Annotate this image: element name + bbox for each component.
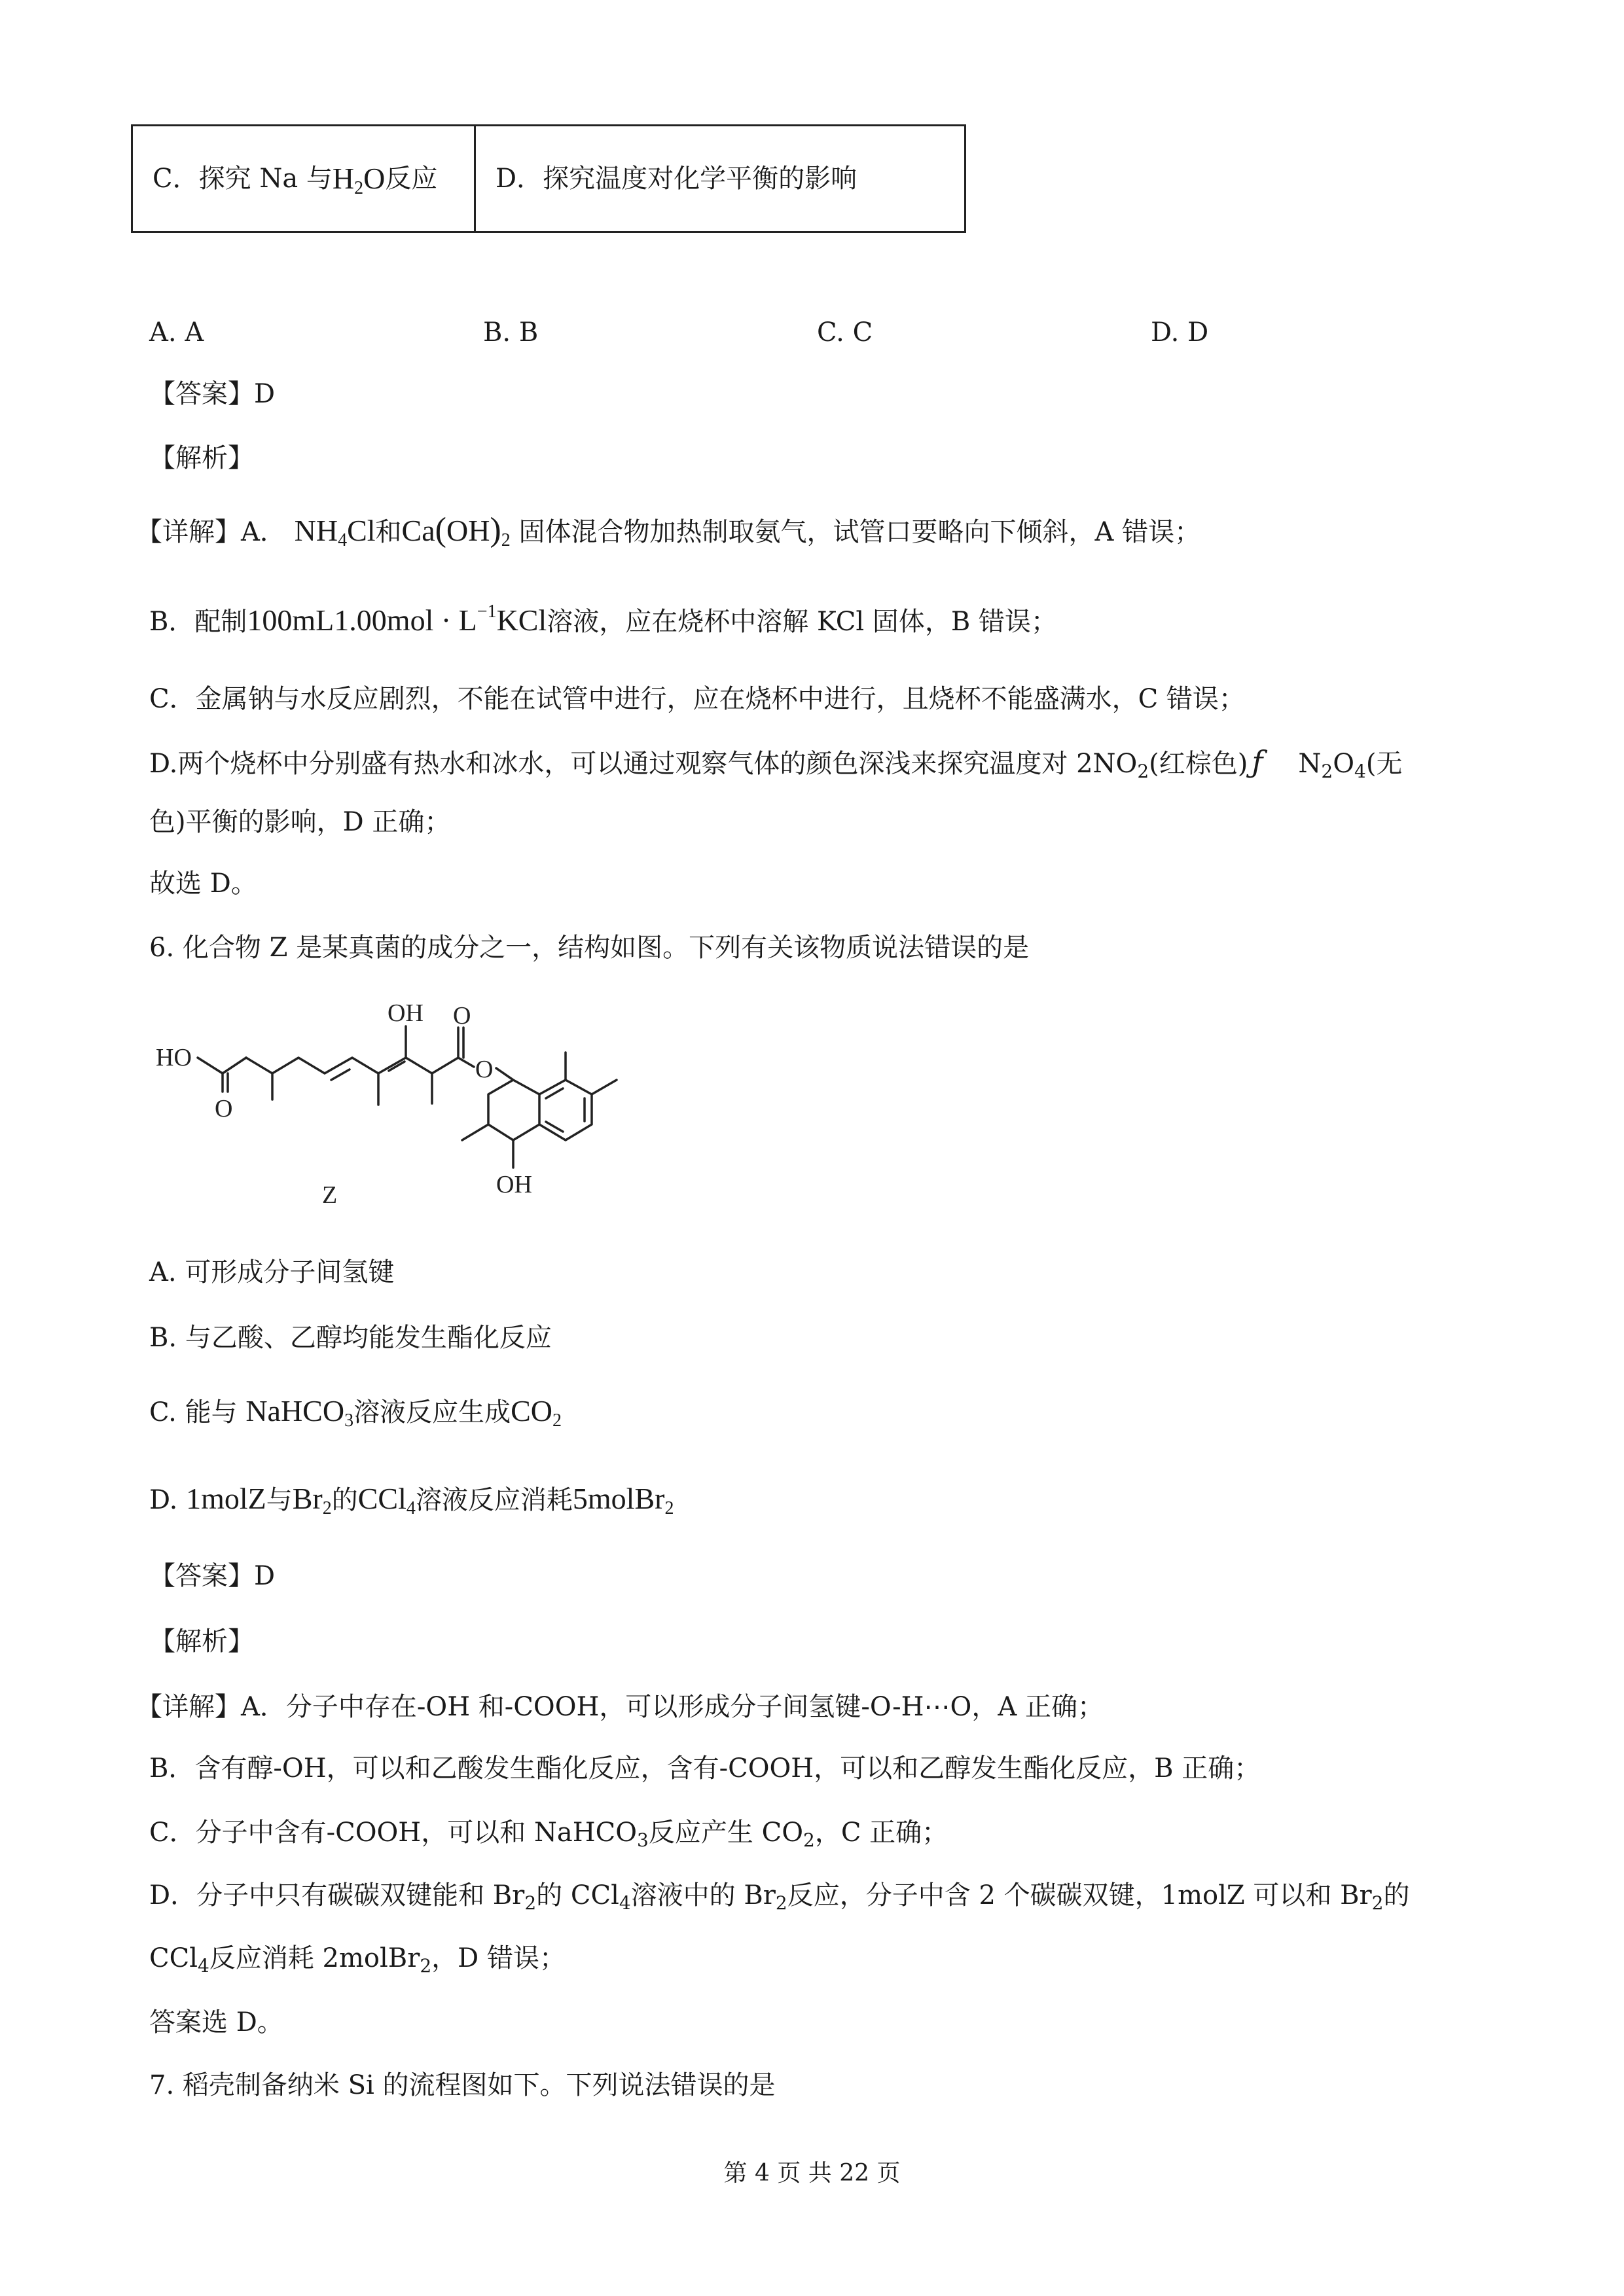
q5-answer: 【答案】D [149, 379, 276, 409]
q5-detail-d2: 色)平衡的影响，D 正确； [149, 807, 451, 837]
q6-stem: 6. 化合物 Z 是某真菌的成分之一，结构如图。下列有关该物质说法错误的是 [149, 933, 1030, 963]
q6-option-c: C. 能与 NaHCO$_3$溶液反应生成$CO_2$ [149, 1394, 562, 1431]
q6-detail-d2: CCl$_4$反应消耗 2molBr$_2$，D 错误； [149, 1943, 566, 1977]
q5-option-d: D. D [1151, 317, 1209, 348]
table-cell-c [133, 126, 476, 231]
label-ester-carbonyl-o: O [453, 1002, 471, 1030]
q6-detail-a: 【详解】A．分子中存在-OH 和-COOH，可以形成分子间氢键-O-H⋯O，A 正确； [136, 1692, 1104, 1722]
q5-detail-c: C．金属钠与水反应剧烈，不能在试管中进行，应在烧杯中进行，且烧杯不能盛满水，C 错误； [149, 684, 1245, 714]
q6-answer: 【答案】D [149, 1561, 276, 1591]
table-cell-d: D．探究温度对化学平衡的影响 [496, 164, 857, 194]
q6-conclusion: 答案选 D。 [149, 2007, 283, 2037]
options-table [131, 124, 966, 233]
q5-conclusion: 故选 D。 [149, 869, 257, 899]
table-cell-c-prefix: C．探究 Na 与 [153, 164, 333, 194]
label-oh-bottom: OH [496, 1171, 532, 1198]
q6-analysis: 【解析】 [149, 1626, 254, 1657]
q5-option-c: C. C [817, 317, 873, 348]
q5-detail-d1: D.两个烧杯中分别盛有热水和冰水，可以通过观察气体的颜色深浅来探究温度对 $2NO_2$(红棕色) ƒ $N_2O_4$(无 [149, 744, 1403, 782]
q5-option-b: B. B [483, 317, 539, 348]
label-oh-top: OH [388, 999, 424, 1027]
label-ester-o: O [475, 1056, 494, 1083]
q6-structure-figure [144, 995, 812, 1257]
q6-option-a: A. 可形成分子间氢键 [149, 1257, 395, 1287]
water-formula: $H_2O$ [332, 162, 386, 198]
table-cell-c-suffix: 反应 [385, 164, 438, 194]
q6-option-d: D. 1molZ与$Br_2$的CCl$_4$溶液反应消耗5molBr$_2$ [149, 1482, 674, 1518]
label-ho: HO [156, 1044, 192, 1071]
label-z: Z [322, 1181, 338, 1209]
q5-detail-a: 【详解】A． $NH_4Cl$和$Ca(OH)_2$ 固体混合物加热制取氨气，试管口要略向下倾斜，A 错误； [136, 511, 1201, 550]
q6-detail-b: B．含有醇-OH，可以和乙酸发生酯化反应，含有-COOH，可以和乙醇发生酯化反应，B 正确； [149, 1753, 1261, 1784]
label-acid-o: O [215, 1095, 233, 1122]
q6-detail-d1: D．分子中只有碳碳双键能和 $Br_2$的 CCl$_4$溶液中的 $Br_2$反应，分子中含 2 个碳碳双键，1molZ 可以和 $Br_2$的 [149, 1880, 1410, 1914]
q5-option-a: A. A [149, 317, 204, 348]
q5-analysis: 【解析】 [149, 443, 254, 473]
page-footer: 第 4 页 共 22 页 [723, 2160, 901, 2187]
q6-detail-c: C．分子中含有-COOH，可以和 NaHCO$_3$反应产生 $CO_2$，C 正确； [149, 1818, 948, 1851]
q7-stem: 7. 稻壳制备纳米 Si 的流程图如下。下列说法错误的是 [149, 2070, 776, 2100]
q5-detail-b: B．配制$100mL1.00mol \cdot L^{-1}KCl$溶液，应在烧杯中溶解 KCl 固体，B 错误； [149, 601, 1057, 637]
q6-option-b: B. 与乙酸、乙醇均能发生酯化反应 [149, 1323, 552, 1353]
